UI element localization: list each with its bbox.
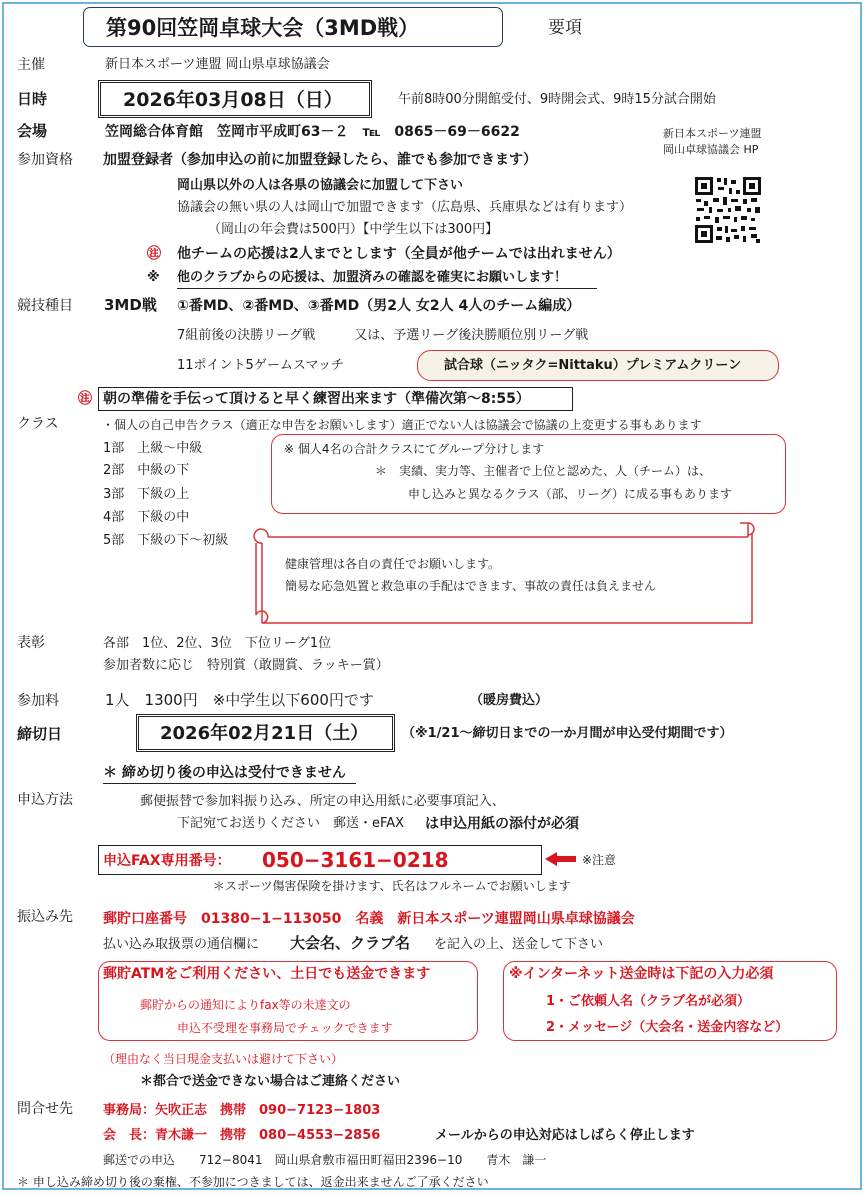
awards-line-1: 各部 1位、2位、3位 下位リーグ1位 [103, 636, 332, 651]
contact-label: 問合せ先 [17, 1101, 73, 1117]
class-item-1: 1部 上級～中級 [103, 441, 203, 456]
contact-office: 事務局：矢吹正志 携帯 090−7123−1803 [103, 1103, 381, 1118]
insurance-note: ＊スポーツ傷害保険を掛けます、氏名はフルネームでお願いします [213, 879, 571, 893]
date-note: 午前8時00分開館受付、9時開会式、9時15分試合開始 [398, 92, 716, 107]
contact-chair: 会 長：青木謙一 携帯 080−4553−2856 [103, 1128, 381, 1143]
date-label: 日時 [17, 90, 48, 108]
footer-note: ＊ 申し込み締め切り後の棄権、不参加につきましては、返金出来ませんご了承ください [17, 1175, 489, 1189]
class-item-5: 5部 下級の下～初級 [103, 533, 229, 548]
qr-code-icon[interactable] [693, 175, 763, 245]
practice-mark: ㊟ [78, 391, 92, 407]
page-subtitle: 要項 [548, 18, 582, 38]
event-label: 競技種目 [17, 298, 73, 314]
eligibility-note-1: 他チームの応援は2人までとします（全員が他チームでは出れません） [177, 246, 621, 262]
eligibility-label: 参加資格 [17, 152, 73, 168]
class-note-2: ＊ 実績、実力等、主催者で上位と認めた、人（チーム）は、 [375, 464, 712, 478]
payment-account: 郵貯口座番号 01380−1−113050 名義 新日本スポーツ連盟岡山県卓球協議会 [103, 911, 635, 927]
payment-memo-c: を記入の上、送金して下さい [434, 937, 604, 952]
venue-label: 会場 [17, 122, 48, 140]
net-line-2: 2・メッセージ（大会名・送金内容など） [546, 1020, 789, 1035]
event-type: 3MD戦 [104, 296, 157, 314]
class-label: クラス [17, 416, 59, 432]
contact-mail-note: メールからの申込対応はしばらく停止します [435, 1128, 695, 1143]
fee-note: （暖房費込） [470, 693, 549, 708]
organizer-value: 新日本スポーツ連盟 岡山県卓球協議会 [105, 57, 330, 72]
payment-memo-a: 払い込み取扱票の通信欄に [103, 937, 260, 952]
atm-line-2: 申込不受理を事務局でチェックできます [177, 1021, 393, 1035]
eligibility-note-1-mark: ㊟ [147, 246, 161, 262]
practice-text: 朝の準備を手伝って頂けると早く練習出来ます（準備次第～8:55） [103, 391, 530, 407]
payment-memo-b: 大会名、クラブ名 [290, 934, 411, 952]
eligibility-note-2: 他のクラブからの応援は、加盟済みの確認を確実にお願いします！ [177, 270, 597, 289]
venue-value: 笠岡総合体育館 笠岡市平成町63－２ ℡ 0865－69－6622 [105, 124, 520, 140]
health-line-1: 健康管理は各自の責任でお願いします。 [285, 557, 501, 571]
net-line-1: 1・ご依頼人名（クラブ名が必須） [546, 994, 751, 1009]
deadline-warning: ＊ 締め切り後の申込は受付できません [103, 765, 356, 784]
contact-us-note: ＊都合で送金できない場合はご連絡ください [140, 1074, 401, 1089]
event-match: 11ポイント5ゲームスマッチ [177, 358, 345, 373]
apply-line-1: 郵便振替で参加料振り込み、所定の申込用紙に必要事項記入、 [140, 794, 505, 809]
fee-label: 参加料 [17, 693, 59, 709]
class-item-3: 3部 下級の上 [103, 487, 190, 502]
fee-value: 1人 1300円 ※中学生以下600円です [105, 691, 374, 709]
atm-title: 郵貯ATMをご利用ください、土日でも送金できます [103, 966, 431, 982]
net-title: ※インターネット送金時は下記の入力必須 [509, 966, 774, 982]
eligibility-line-1: 岡山県以外の人は各県の協議会に加盟して下さい [177, 178, 464, 193]
awards-label: 表彰 [17, 635, 45, 651]
event-league: 7組前後の決勝リーグ戦 又は、予選リーグ後決勝順位別リーグ戦 [177, 328, 589, 343]
apply-label: 申込方法 [17, 792, 73, 808]
eligibility-line-3: （岡山の年会費は500円）【中学生以下は300円】 [208, 222, 499, 237]
eligibility-line-2: 協議会の無い県の人は岡山で加盟できます（広島県、兵庫県などは有ります） [177, 200, 633, 215]
fax-label: 申込FAX専用番号： [103, 853, 231, 869]
fax-note: ※注意 [582, 853, 617, 867]
class-item-2: 2部 中級の下 [103, 463, 190, 478]
page-title: 第90回笠岡卓球大会（3MD戦） [106, 16, 420, 40]
class-note-3: 申し込みと異なるクラス（部、リーグ）に成る事もあります [408, 487, 733, 501]
contact-postal: 郵送での申込 712−8041 岡山県倉敷市福田町福田2396−10 青木 謙一 [103, 1153, 547, 1167]
event-ball: 試合球（ニッタク=Nittaku）プレミアムクリーン [444, 358, 742, 373]
organizer-label: 主催 [17, 57, 45, 73]
fax-number: 050−3161−0218 [262, 848, 449, 872]
deadline-note: （※1/21～締切日までの一か月間が申込受付期間です） [402, 726, 733, 741]
hp-line-1: 新日本スポーツ連盟 [663, 127, 762, 140]
arrow-left-icon [545, 852, 577, 866]
class-item-4: 4部 下級の中 [103, 510, 190, 525]
atm-line-1: 郵貯からの通知によりfax等の未達文の [140, 998, 351, 1012]
class-note-1: ※ 個人4名の合計クラスにてグループ分けします [284, 442, 545, 456]
cash-note: （理由なく当日現金支払いは避けて下さい） [103, 1052, 344, 1066]
payment-label: 振込み先 [17, 909, 73, 925]
date-value: 2026年03月08日（日） [123, 89, 343, 111]
eligibility-main: 加盟登録者（参加申込の前に加盟登録したら、誰でも参加できます） [103, 152, 537, 168]
health-line-2: 簡易な応急処置と救急車の手配はできます、事故の責任は負えません [285, 579, 657, 593]
event-format: ①番MD、②番MD、③番MD（男2人 女2人 4人のチーム編成） [177, 298, 581, 314]
apply-line-2b: は申込用紙の添付が必須 [425, 816, 579, 832]
deadline-label: 締切日 [17, 725, 63, 743]
awards-line-2: 参加者数に応じ 特別賞（敢闘賞、ラッキー賞） [103, 658, 389, 673]
eligibility-note-2-mark: ※ [147, 270, 160, 285]
hp-line-2: 岡山卓球協議会 HP [663, 143, 759, 156]
class-intro: ・個人の自己申告クラス（適正な申告をお願いします）適正でない人は協議会で協議の上変更する事もあります [102, 418, 702, 432]
deadline-value: 2026年02月21日（土） [160, 723, 369, 744]
apply-line-2a: 下記宛てお送りください 郵送・eFAX [177, 816, 405, 831]
